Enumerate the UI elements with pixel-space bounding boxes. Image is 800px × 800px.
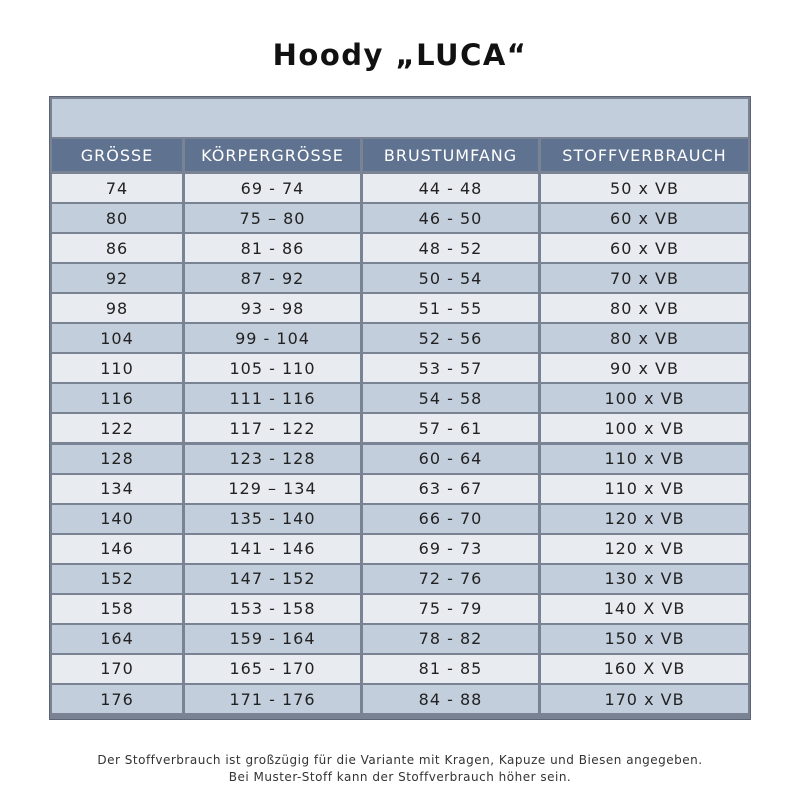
table-row (52, 204, 748, 232)
footnote-line-1: Der Stoffverbrauch ist großzügig für die Variante mit Kragen, Kapuze und Biesen angegeben. (97, 753, 703, 767)
cell-fabric: 60 x VB (541, 204, 748, 232)
cell-fabric: 70 x VB (541, 264, 748, 292)
cell-body-height: 123 - 128 (185, 445, 360, 473)
cell-fabric: 120 x VB (541, 535, 748, 563)
cell-body-height: 81 - 86 (185, 234, 360, 262)
header-koerpergroesse: KÖRPERGRÖSSE (185, 139, 360, 171)
table-row (52, 535, 748, 563)
cell-body-height: 135 - 140 (185, 505, 360, 533)
header-groesse: GRÖSSE (52, 139, 182, 171)
cell-body-height: 111 - 116 (185, 384, 360, 412)
cell-chest: 51 - 55 (363, 294, 538, 322)
cell-fabric: 50 x VB (541, 174, 748, 202)
table-row (52, 505, 748, 533)
cell-body-height: 147 - 152 (185, 565, 360, 593)
cell-size: 110 (52, 354, 182, 382)
cell-size: 80 (52, 204, 182, 232)
cell-chest: 52 - 56 (363, 324, 538, 352)
cell-chest: 63 - 67 (363, 475, 538, 503)
cell-chest: 72 - 76 (363, 565, 538, 593)
table-row (52, 294, 748, 322)
cell-body-height: 75 – 80 (185, 204, 360, 232)
cell-size: 146 (52, 535, 182, 563)
cell-size: 176 (52, 685, 182, 713)
table-row (52, 655, 748, 683)
cell-size: 74 (52, 174, 182, 202)
cell-size: 164 (52, 625, 182, 653)
cell-size: 122 (52, 414, 182, 442)
size-table (49, 96, 751, 720)
cell-fabric: 100 x VB (541, 384, 748, 412)
cell-size: 140 (52, 505, 182, 533)
cell-size: 86 (52, 234, 182, 262)
cell-chest: 53 - 57 (363, 354, 538, 382)
page-title: Hoody „LUCA“ (272, 38, 528, 72)
cell-fabric: 150 x VB (541, 625, 748, 653)
cell-fabric: 140 X VB (541, 595, 748, 623)
cell-chest: 48 - 52 (363, 234, 538, 262)
header-stoffverbrauch: STOFFVERBRAUCH (541, 139, 748, 171)
cell-body-height: 153 - 158 (185, 595, 360, 623)
cell-size: 152 (52, 565, 182, 593)
table-row (52, 625, 748, 653)
table-row (52, 445, 748, 473)
cell-size: 158 (52, 595, 182, 623)
cell-body-height: 129 – 134 (185, 475, 360, 503)
cell-fabric: 170 x VB (541, 685, 748, 713)
table-row (52, 595, 748, 623)
cell-chest: 46 - 50 (363, 204, 538, 232)
cell-chest: 50 - 54 (363, 264, 538, 292)
cell-size: 92 (52, 264, 182, 292)
cell-fabric: 60 x VB (541, 234, 748, 262)
cell-size: 134 (52, 475, 182, 503)
cell-body-height: 141 - 146 (185, 535, 360, 563)
footnote-line-2: Bei Muster-Stoff kann der Stoffverbrauch höher sein. (228, 770, 572, 784)
table-row (52, 685, 748, 713)
cell-chest: 81 - 85 (363, 655, 538, 683)
cell-fabric: 100 x VB (541, 414, 748, 442)
cell-chest: 84 - 88 (363, 685, 538, 713)
table-row (52, 475, 748, 503)
cell-body-height: 171 - 176 (185, 685, 360, 713)
cell-body-height: 87 - 92 (185, 264, 360, 292)
table-row (52, 354, 748, 382)
cell-fabric: 90 x VB (541, 354, 748, 382)
cell-chest: 54 - 58 (363, 384, 538, 412)
cell-size: 128 (52, 445, 182, 473)
cell-body-height: 165 - 170 (185, 655, 360, 683)
table-row (52, 414, 748, 442)
cell-fabric: 120 x VB (541, 505, 748, 533)
cell-chest: 60 - 64 (363, 445, 538, 473)
table-row (52, 565, 748, 593)
cell-fabric: 110 x VB (541, 475, 748, 503)
cell-chest: 78 - 82 (363, 625, 538, 653)
table-top-band (52, 99, 748, 137)
table-row (52, 264, 748, 292)
cell-fabric: 80 x VB (541, 324, 748, 352)
cell-body-height: 159 - 164 (185, 625, 360, 653)
table-row (52, 174, 748, 202)
cell-fabric: 110 x VB (541, 445, 748, 473)
cell-fabric: 130 x VB (541, 565, 748, 593)
table-header-row (52, 139, 748, 171)
table-row (52, 234, 748, 262)
cell-body-height: 105 - 110 (185, 354, 360, 382)
cell-fabric: 160 X VB (541, 655, 748, 683)
cell-size: 170 (52, 655, 182, 683)
cell-size: 104 (52, 324, 182, 352)
cell-chest: 57 - 61 (363, 414, 538, 442)
cell-fabric: 80 x VB (541, 294, 748, 322)
cell-body-height: 93 - 98 (185, 294, 360, 322)
cell-size: 98 (52, 294, 182, 322)
cell-chest: 66 - 70 (363, 505, 538, 533)
cell-chest: 75 - 79 (363, 595, 538, 623)
cell-body-height: 99 - 104 (185, 324, 360, 352)
cell-size: 116 (52, 384, 182, 412)
header-brustumfang: BRUSTUMFANG (363, 139, 538, 171)
table-row (52, 324, 748, 352)
table-row (52, 384, 748, 412)
cell-body-height: 69 - 74 (185, 174, 360, 202)
cell-chest: 44 - 48 (363, 174, 538, 202)
cell-body-height: 117 - 122 (185, 414, 360, 442)
footnote (0, 752, 800, 786)
cell-chest: 69 - 73 (363, 535, 538, 563)
